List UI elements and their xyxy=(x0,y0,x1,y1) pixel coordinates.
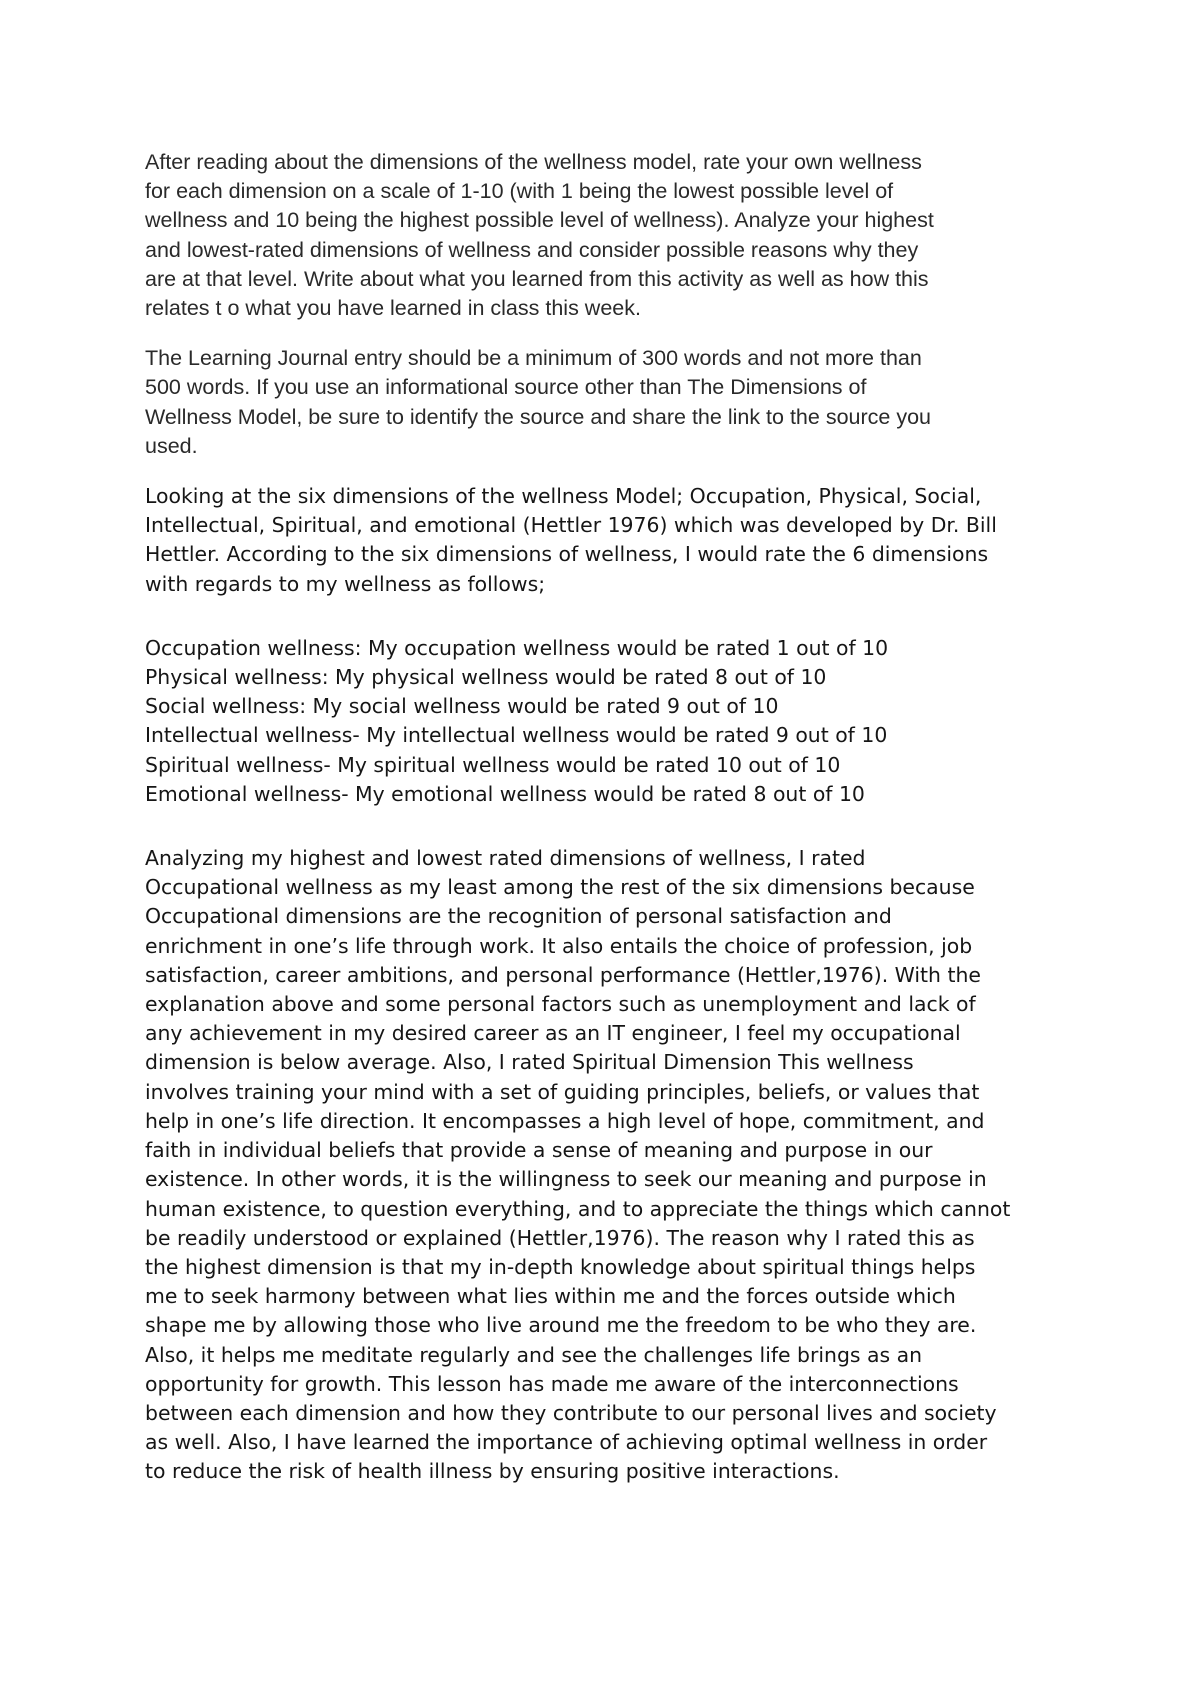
rating-intellectual: Intellectual wellness- My intellectual wellness would be rated 9 out of 10 xyxy=(145,723,888,748)
prompt-paragraph: After reading about the dimensions of the wellness model, rate your own wellness for each dimension on a scale of 1-10 (with 1 being the lowest possible level of wellness and 10 being the highest possible level of wellness). Analyze your highest and lowest-rated dimensions of wellness and consider possible reasons why they are at that level. Write about what you learned from this activity as well as how this relates t o what you have learned in class this week. xyxy=(145,150,934,321)
intro-paragraph: Looking at the six dimensions of the wellness Model; Occupation, Physical, Social, Intellectual, Spiritual, and emotional (Hettler 1976) which was developed by Dr. Bill Hettler. According to the six dimensions of wellness, I would rate the 6 dimensions with regards to my wellness as follows; xyxy=(145,484,997,596)
rating-occupation: Occupation wellness: My occupation wellness would be rated 1 out of 10 xyxy=(145,635,889,660)
analysis-paragraph: Analyzing my highest and lowest rated dimensions of wellness, I rated Occupational wellness as my least among the rest of the six dimensions because Occupational dimensions are the recognition of personal satisfaction and enrichment in one’s life through work. It also entails the choice of profession, job satisfaction, career ambitions, and personal performance (Hettler,1976). With the explanation above and some personal factors such as unemployment and lack of any achievement in my desired career as an IT engineer, I feel my occupational dimension is below average. Also, I rated Spiritual Dimension This wellness involves training your mind with a set of guiding principles, beliefs, or values that help in one’s life direction. It encompasses a high level of hope, commitment, and faith in individual beliefs that provide a sense of meaning and purpose in our existence. In other words, it is the willingness to seek our meaning and purpose in human existence, to question everything, and to appreciate the things which cannot be readily understood or explained (Hettler,1976). The reason why I rated this as the highest dimension is that my in-depth knowledge about spiritual things helps me to seek harmony between what lies within me and the forces outside which shape me by allowing those who live around me the freedom to be who they are. Also, it helps me meditate regularly and see the challenges life brings as an opportunity for growth. This lesson has made me aware of the interconnections between each dimension and how they contribute to our personal lives and society as well. Also, I have learned the importance of achieving optimal wellness in order to reduce the risk of health illness by ensuring positive interactions. xyxy=(145,846,1011,1484)
rating-spiritual: Spiritual wellness- My spiritual wellness would be rated 10 out of 10 xyxy=(145,752,841,777)
rating-emotional: Emotional wellness- My emotional wellness would be rated 8 out of 10 xyxy=(145,781,865,806)
rating-social: Social wellness: My social wellness would be rated 9 out of 10 xyxy=(145,694,779,719)
document-page xyxy=(145,148,1075,1487)
ratings-list xyxy=(145,634,1075,809)
word-count-requirement-paragraph: The Learning Journal entry should be a minimum of 300 words and not more than 500 words. If you use an informational source other than The Dimensions of Wellness Model, be sure to identify the source and share the link to the source you used. xyxy=(145,346,931,458)
rating-physical: Physical wellness: My physical wellness would be rated 8 out of 10 xyxy=(145,665,827,690)
